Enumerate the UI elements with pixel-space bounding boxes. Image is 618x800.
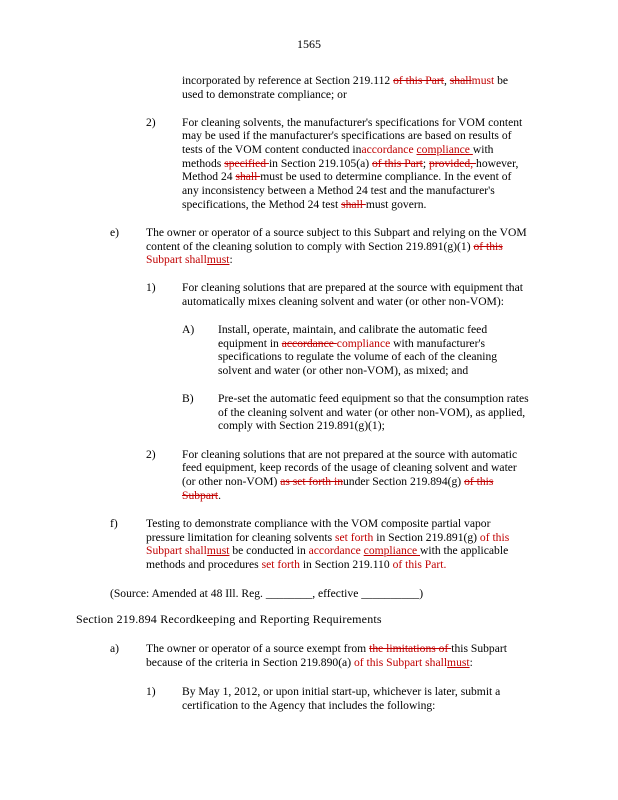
text-line — [182, 170, 511, 184]
inserted-text: must — [471, 74, 495, 87]
text-segment: of the cleaning solvent and water (or other non-VOM), as applied, — [218, 406, 526, 419]
text-line — [182, 157, 518, 171]
deleted-text: of this — [473, 240, 503, 253]
text-segment: any inconsistency between a Method 24 test and the manufacturer's — [182, 184, 495, 197]
deleted-text: of this — [464, 475, 494, 488]
text-segment: solvent and water (or other non-VOM), as mixed; and — [218, 364, 469, 377]
text-segment: under Section 219.894(g) — [343, 475, 465, 488]
text-line — [218, 337, 485, 351]
deleted-text: Subpart — [182, 489, 219, 502]
text-line — [146, 642, 507, 656]
text-line — [182, 281, 523, 295]
text-line — [182, 461, 517, 475]
text-segment: , — [443, 74, 450, 87]
text-segment: Method 24 — [182, 170, 236, 183]
text-segment: specifications to regulate the volume of each of the cleaning — [218, 350, 498, 363]
text-segment: (Source: Amended at 48 Ill. Reg. ________, effective __________) — [110, 587, 424, 600]
text-segment: Testing to demonstrate compliance with the VOM composite partial vapor — [146, 517, 491, 530]
text-segment: Pre-set the automatic feed equipment so that the consumption rates — [218, 392, 529, 405]
text-line — [218, 392, 529, 406]
text-segment: The owner or operator of a source exempt from — [146, 642, 370, 655]
text-line — [182, 74, 508, 88]
inserted-text: Subpart shall — [146, 253, 207, 266]
item-label-e1: 1) — [146, 281, 156, 294]
text-segment: equipment in — [218, 337, 282, 350]
item-label-e2: 2) — [146, 448, 156, 461]
text-segment: may be used if the manufacturer's specifications are based on results of — [182, 129, 512, 142]
text-line — [146, 226, 527, 240]
text-segment: The owner or operator of a source subject to this Subpart and relying on the VOM — [146, 226, 527, 239]
section-heading: Section 219.894 Recordkeeping and Reporting Requirements — [76, 612, 382, 626]
text-segment: Install, operate, maintain, and calibrate the automatic feed — [218, 323, 488, 336]
item-label-f: f) — [110, 517, 118, 530]
inserted-text: must — [206, 544, 230, 557]
text-line — [146, 544, 508, 558]
text-segment: . — [218, 489, 221, 502]
inserted-text: of this — [479, 531, 510, 544]
text-segment: (or other non-VOM) — [182, 475, 281, 488]
text-segment: For cleaning solvents, the manufacturer's specifications for VOM content — [182, 116, 523, 129]
text-segment: with — [472, 143, 494, 156]
text-line — [182, 685, 500, 699]
text-segment: because of the criteria in Section 219.890(a) — [146, 656, 354, 669]
inserted-text: must — [206, 253, 230, 266]
text-segment: be conducted in — [229, 544, 309, 557]
text-line — [146, 656, 473, 670]
deleted-text: shall — [235, 170, 261, 183]
inserted-text: compliance — [416, 143, 473, 156]
text-segment: methods and procedures — [146, 558, 262, 571]
text-segment: however, — [476, 157, 519, 170]
item-label-e1a: A) — [182, 323, 195, 336]
text-segment: feed equipment, keep records of the usage of cleaning solvent and water — [182, 461, 517, 474]
text-segment: in Section 219.891(g) — [376, 531, 480, 544]
inserted-text: compliance — [363, 544, 421, 557]
deleted-text: shall — [449, 74, 472, 87]
inserted-text: of this Subpart shall — [353, 656, 448, 669]
text-line — [146, 517, 490, 531]
text-segment: with manufacturer's — [390, 337, 486, 350]
text-segment: automatically mixes cleaning solvent and water (or other non-VOM): — [182, 295, 504, 308]
text-line — [182, 129, 512, 143]
deleted-text: accordance — [281, 337, 337, 350]
text-segment: comply with Section 219.891(g)(1); — [218, 419, 385, 432]
text-segment: specifications, the Method 24 test — [182, 198, 342, 211]
text-segment: be — [494, 74, 509, 87]
text-segment: : — [469, 656, 473, 669]
item-label-e1b: B) — [182, 392, 194, 405]
text-segment: By May 1, 2012, or upon initial start-up, whichever is later, submit a — [182, 685, 501, 698]
text-line — [146, 558, 446, 572]
text-segment: content of the cleaning solution to comply with Section 219.891(g)(1) — [146, 240, 474, 253]
text-segment: this Subpart — [451, 642, 507, 655]
text-line — [182, 475, 493, 489]
inserted-text: of this Part. — [392, 558, 447, 571]
deleted-text: specified — [224, 157, 269, 170]
deleted-text: of this Part — [371, 157, 423, 170]
text-segment: in Section 219.110 — [302, 558, 393, 571]
text-line — [146, 240, 503, 254]
item-label-sa: a) — [110, 642, 120, 655]
text-segment: For cleaning solutions that are not prepared at the source with automatic — [182, 448, 518, 461]
inserted-text: set forth — [335, 531, 377, 544]
inserted-text: accordance — [361, 143, 417, 156]
inserted-text: set forth — [261, 558, 303, 571]
text-line — [182, 143, 493, 157]
item-label-e: e) — [110, 226, 120, 239]
item-label-d2: 2) — [146, 116, 156, 129]
text-line — [218, 323, 487, 337]
text-segment: tests of the VOM content conducted in — [182, 143, 362, 156]
deleted-text: provided, — [429, 157, 477, 170]
text-line — [218, 406, 525, 420]
deleted-text: shall — [341, 198, 366, 211]
text-line — [146, 253, 233, 267]
text-line — [182, 448, 517, 462]
text-line — [182, 699, 435, 713]
text-segment: used to demonstrate compliance; or — [182, 88, 347, 101]
deleted-text: of this Part — [393, 74, 444, 87]
text-segment: must be used to determine compliance. In the event of — [260, 170, 512, 183]
inserted-text: accordance — [308, 544, 364, 557]
text-line — [182, 198, 426, 212]
text-segment: must govern. — [365, 198, 427, 211]
text-line — [218, 364, 468, 378]
text-line — [182, 184, 495, 198]
item-label-sa1: 1) — [146, 685, 156, 698]
text-segment: incorporated by reference at Section 219.112 — [182, 74, 394, 87]
text-segment: pressure limitation for cleaning solvents — [146, 531, 335, 544]
text-segment: For cleaning solutions that are prepared at the source with equipment that — [182, 281, 523, 294]
text-segment: certification to the Agency that includes the following: — [182, 699, 436, 712]
inserted-text: compliance — [336, 337, 391, 350]
text-segment: in Section 219.105(a) — [268, 157, 372, 170]
text-segment: ; — [422, 157, 429, 170]
text-segment: with the applicable — [420, 544, 509, 557]
deleted-text: the limitations of — [369, 642, 452, 655]
text-line — [182, 88, 347, 102]
page-number: 1565 — [297, 37, 321, 51]
source-note — [110, 587, 423, 601]
text-segment: methods — [182, 157, 225, 170]
inserted-text: Subpart shall — [146, 544, 207, 557]
text-line — [218, 350, 497, 364]
deleted-text: as set forth in — [280, 475, 343, 488]
text-line — [146, 531, 509, 545]
text-line — [182, 489, 221, 503]
text-segment: : — [229, 253, 233, 266]
text-line — [182, 116, 522, 130]
text-line — [218, 419, 385, 433]
text-line — [182, 295, 504, 309]
inserted-text: must — [447, 656, 470, 669]
